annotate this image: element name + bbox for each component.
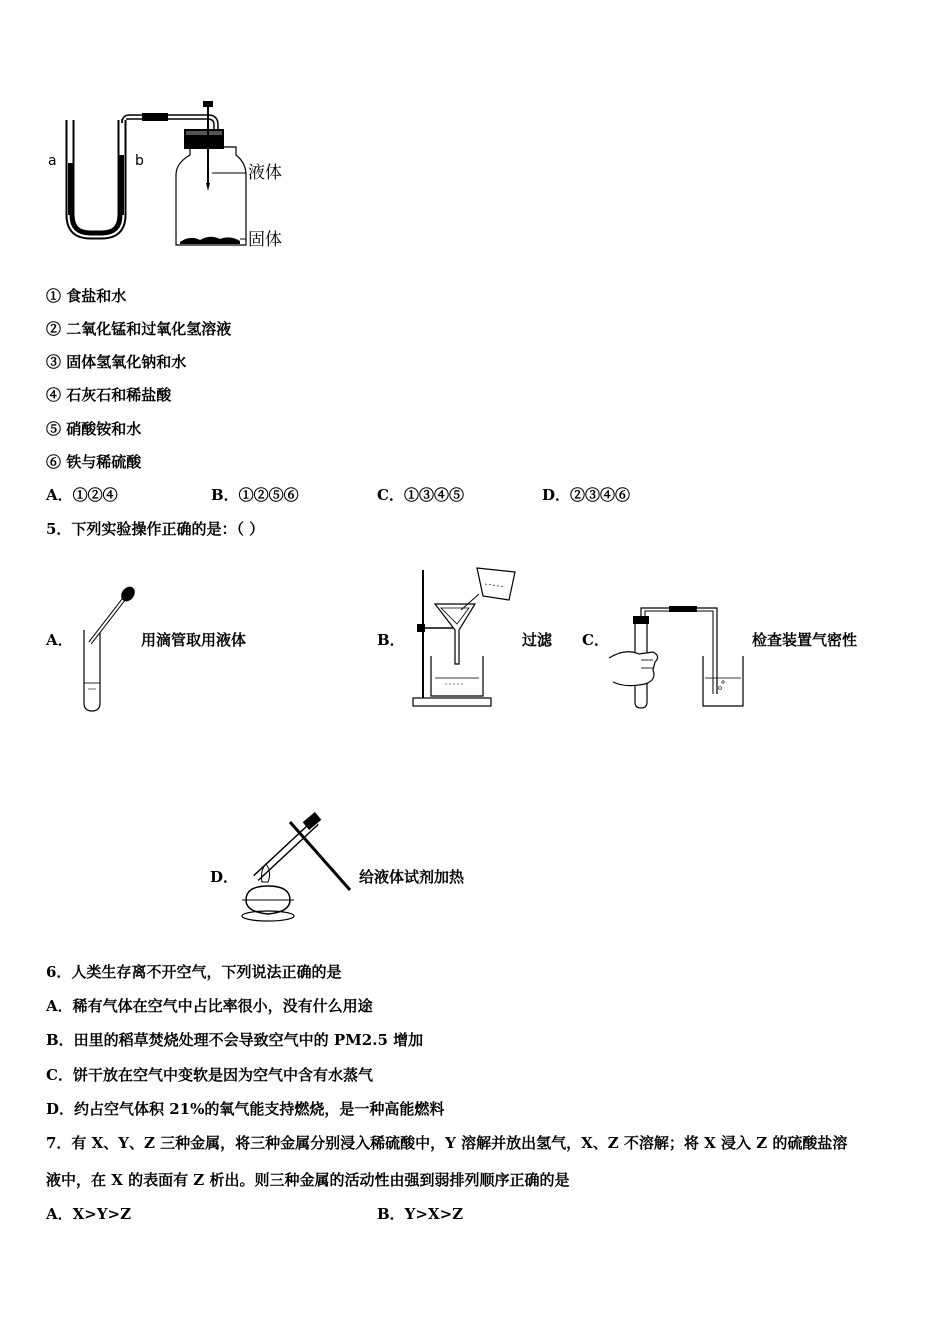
dropper-test-tube-figure bbox=[70, 585, 140, 715]
q6-stem: 6．人类生存离不开空气，下列说法正确的是 bbox=[46, 963, 342, 981]
q6-option-d: D．约占空气体积 21%的氧气能支持燃烧，是一种高能燃料 bbox=[46, 1100, 445, 1118]
q5-option-a-letter: A． bbox=[46, 631, 73, 649]
q4-item-2: ② 二氧化锰和过氧化氢溶液 bbox=[46, 320, 232, 338]
q5-option-c-text: 检查装置气密性 bbox=[752, 631, 858, 649]
q4-item-4: ④ 石灰石和稀盐酸 bbox=[46, 386, 172, 404]
gas-bottle bbox=[176, 147, 246, 245]
q4-option-b: B．①②⑤⑥ bbox=[211, 486, 299, 504]
filtration-figure bbox=[405, 560, 530, 710]
q4-item-1: ① 食盐和水 bbox=[46, 287, 127, 305]
q7-stem-line2: 液中，在 X 的表面有 Z 析出。则三种金属的活动性由强到弱排列顺序正确的是 bbox=[46, 1171, 570, 1189]
q5-option-c-letter: C． bbox=[582, 631, 609, 649]
q4-item-3: ③ 固体氢氧化钠和水 bbox=[46, 353, 187, 371]
q7-option-b: B．Y>X>Z bbox=[377, 1205, 464, 1223]
q5-stem: 5．下列实验操作正确的是：（ ） bbox=[46, 520, 265, 538]
q6-option-a: A．稀有气体在空气中占比率很小，没有什么用途 bbox=[46, 997, 373, 1015]
q7-stem-line1: 7．有 X、Y、Z 三种金属，将三种金属分别浸入稀硫酸中，Y 溶解并放出氢气，X、Z 不溶解；将 X 浸入 Z 的硫酸盐溶 bbox=[46, 1134, 848, 1152]
q5-option-b-text: 过滤 bbox=[522, 631, 553, 649]
q5-option-d-letter: D． bbox=[210, 868, 239, 886]
label-b: b bbox=[135, 153, 144, 169]
q7-option-a: A．X>Y>Z bbox=[46, 1205, 132, 1223]
u-tube bbox=[70, 120, 122, 235]
q5-option-d-text: 给液体试剂加热 bbox=[359, 868, 465, 886]
label-solid: 固体 bbox=[248, 230, 282, 250]
q6-option-c: C．饼干放在空气中变软是因为空气中含有水蒸气 bbox=[46, 1066, 373, 1084]
label-liquid: 液体 bbox=[248, 163, 282, 183]
q4-option-c: C．①③④⑤ bbox=[377, 486, 464, 504]
q4-item-5: ⑤ 硝酸铵和水 bbox=[46, 420, 142, 438]
label-a: a bbox=[48, 153, 57, 169]
q6-option-b: B．田里的稻草焚烧处理不会导致空气中的 PM2.5 增加 bbox=[46, 1031, 424, 1049]
q5-option-b-letter: B． bbox=[377, 631, 405, 649]
q5-option-a-text: 用滴管取用液体 bbox=[141, 631, 247, 649]
q4-option-a: A．①②④ bbox=[46, 486, 118, 504]
airtightness-check-figure bbox=[605, 598, 750, 710]
q4-item-6: ⑥ 铁与稀硫酸 bbox=[46, 453, 142, 471]
q4-option-d: D．②③④⑥ bbox=[542, 486, 631, 504]
gas-generation-apparatus bbox=[40, 95, 310, 260]
heating-liquid-figure bbox=[236, 808, 360, 923]
